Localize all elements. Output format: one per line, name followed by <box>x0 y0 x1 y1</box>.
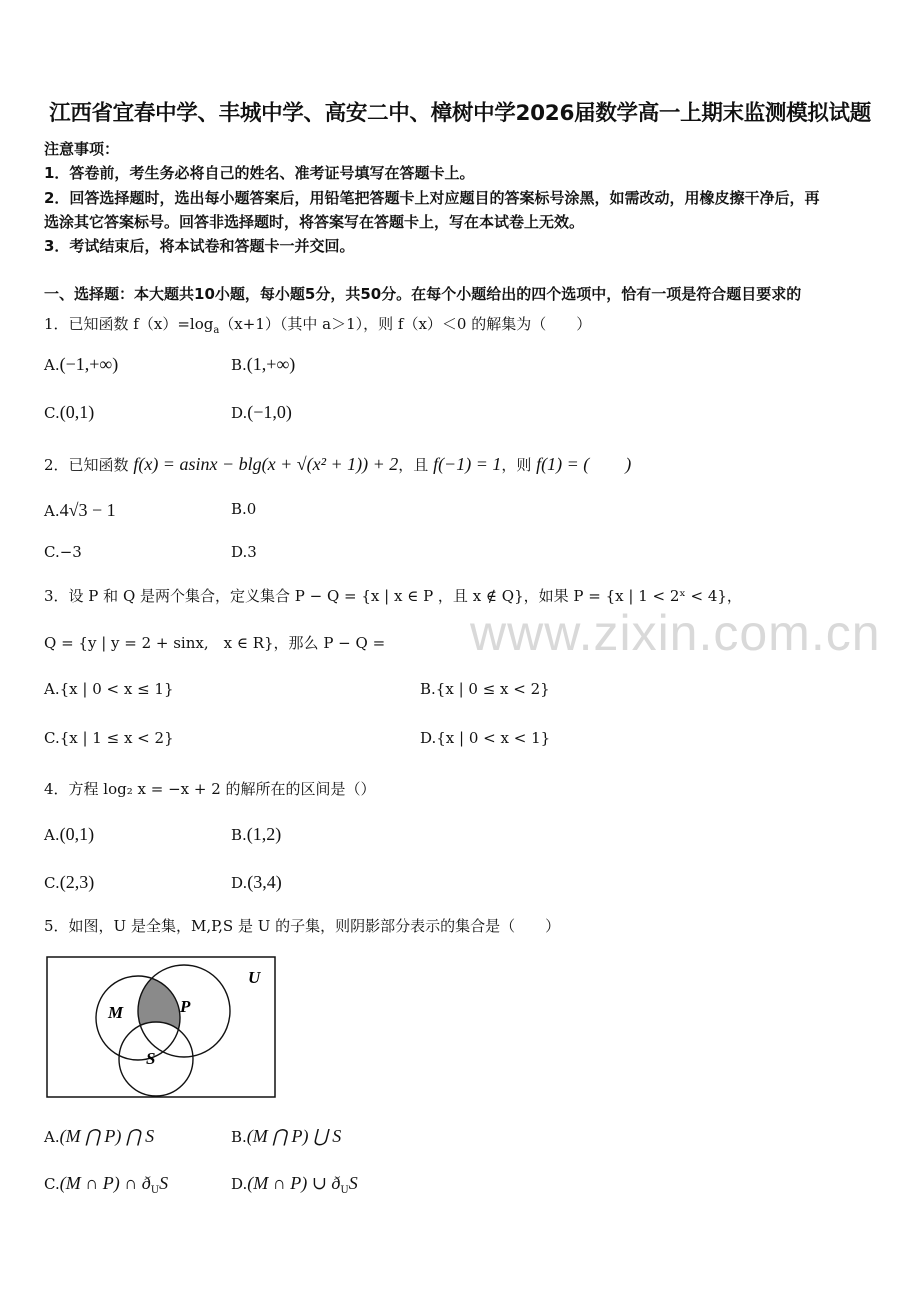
venn-diagram <box>46 956 278 1100</box>
notice-heading: 注意事项： <box>44 140 120 158</box>
q2-option-a[interactable]: A.4√3 − 1 <box>44 500 116 520</box>
question-1-stem: 1．已知函数 $f(x)=\log_a(x+1)$（其中 a＞1），则 f（x）＜0 的解集为（ ） <box>44 315 592 336</box>
q1-option-c[interactable]: C.(0,1) <box>44 402 95 422</box>
q3-option-d[interactable]: D.{x | 0 < x < 1} <box>420 729 551 747</box>
q3-option-a[interactable]: A.{x | 0 < x ≤ 1} <box>44 680 174 698</box>
question-4-stem: 4．方程 log₂ x = −x + 2 的解所在的区间是（） <box>44 780 376 798</box>
q3-option-c[interactable]: C.{x | 1 ≤ x < 2} <box>44 729 174 747</box>
question-3-line-2: Q = {y | y = 2 + sinx, x ∈ R}，那么 P − Q = <box>44 634 386 652</box>
page-title: 江西省宜春中学、丰城中学、高安二中、樟树中学2026届数学高一上期末监测模拟试题 <box>49 101 871 126</box>
q4-option-d[interactable]: D.(3,4) <box>231 872 282 892</box>
watermark: www.zixin.com.cn <box>470 605 881 661</box>
q5-option-d[interactable]: D.(M ∩ P) ∪ $ð_US$ <box>231 1173 358 1196</box>
question-5-stem: 5．如图，U 是全集，M,P,S 是 U 的子集，则阴影部分表示的集合是（ ） <box>44 917 561 935</box>
q1-option-a[interactable]: A.(−1,+∞) <box>44 354 119 374</box>
question-2-stem: 2．已知函数 f(x) = asinx − blg(x + √(x² + 1)) + 2，且 f(−1) = 1，则 f(1) = ( ) <box>44 454 632 474</box>
q2-option-c[interactable]: C.−3 <box>44 543 82 561</box>
section-heading: 一、选择题：本大题共10小题，每小题5分，共50分。在每个小题给出的四个选项中，恰有一项是符合题目要求的 <box>44 285 802 303</box>
q5-option-c[interactable]: C.(M ∩ P) ∩ $ð_US$ <box>44 1173 169 1196</box>
q2-option-d[interactable]: D.3 <box>231 543 257 561</box>
shaded-region <box>119 965 230 1096</box>
notice-item-1: 1．答卷前，考生务必将自己的姓名、准考证号填写在答题卡上。 <box>44 164 475 182</box>
notice-item-3: 3．考试结束后，将本试卷和答题卡一并交回。 <box>44 237 355 255</box>
q4-option-b[interactable]: B.(1,2) <box>231 824 282 844</box>
label-u: U <box>248 968 261 987</box>
q4-option-a[interactable]: A.(0,1) <box>44 824 95 844</box>
q1-option-b[interactable]: B.(1,+∞) <box>231 354 296 374</box>
notice-item-2: 2．回答选择题时，选出每小题答案后，用铅笔把答题卡上对应题目的答案标号涂黑，如需改动，用橡皮擦干净后，再 <box>44 189 820 207</box>
label-s: S <box>146 1049 156 1068</box>
label-p: P <box>180 997 191 1016</box>
notice-item-2-cont: 选涂其它答案标号。回答非选择题时，将答案写在答题卡上，写在本试卷上无效。 <box>44 213 585 231</box>
label-m: M <box>108 1003 124 1022</box>
q5-option-a[interactable]: A.(M ⋂ P) ⋂ S <box>44 1126 155 1146</box>
q3-option-b[interactable]: B.{x | 0 ≤ x < 2} <box>420 680 550 698</box>
q5-option-b[interactable]: B.(M ⋂ P) ⋃ S <box>231 1126 342 1146</box>
q2-option-b[interactable]: B.0 <box>231 500 257 518</box>
q1-option-d[interactable]: D.(−1,0) <box>231 402 292 422</box>
q4-option-c[interactable]: C.(2,3) <box>44 872 95 892</box>
question-3-line-1: 3．设 P 和 Q 是两个集合，定义集合 P − Q = {x | x ∈ P ，且 x ∉ Q}，如果 P = {x | 1 < 2ˣ < 4}， <box>44 587 742 605</box>
